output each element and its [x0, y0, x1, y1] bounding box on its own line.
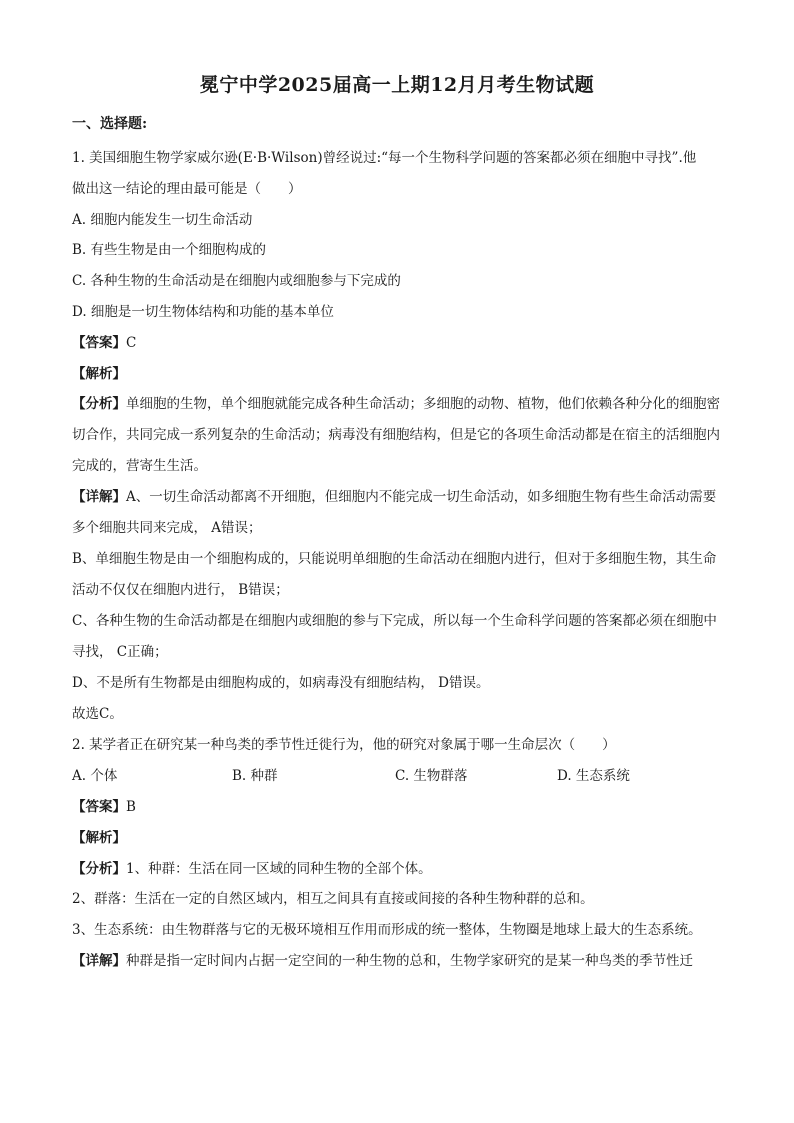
- exam-page: [72, 62, 722, 977]
- q1-option-a: A. 细胞内能发生一切生命活动: [72, 211, 253, 228]
- q1-stem-line-1: 1. 美国细胞生物学家威尔逊(E·B·Wilson)曾经说过:“每一个生物科学问题的答案都必须在细胞中寻找”.他: [72, 150, 697, 166]
- answer-tag: 【答案】: [72, 334, 126, 351]
- q1-answer: [72, 328, 722, 359]
- q2-option-d: D. 生态系统: [557, 767, 630, 784]
- q2-answer-value: B: [126, 798, 136, 815]
- q1-detail-a: 【详解】A、一切生命活动都离不开细胞，但细胞内不能完成一切生命活动，如多细胞生物有些生命活动需要多个细胞共同来完成， A错误；: [72, 489, 717, 537]
- q1-stem-line-2: 做出这一结论的理由最可能是（ ）: [72, 180, 302, 197]
- q1-analysis-tag: 【解析】: [72, 365, 126, 382]
- q2-option-a: A. 个体: [72, 767, 118, 784]
- q2-fenxi-2: 2、群落：生活在一定的自然区域内，相互之间具有直接或间接的各种生物种群的总和。: [72, 891, 594, 908]
- q2-fenxi-3: 3、生态系统：由生物群落与它的无极环境相互作用而形成的统一整体，生物圈是地球上最大的生态系统。: [72, 922, 702, 939]
- q2-answer: 【答案】B: [72, 798, 136, 815]
- question-2: [72, 730, 722, 977]
- q1-detail-c: C、各种生物的生命活动都是在细胞内或细胞的参与下完成，所以每一个生命科学问题的答案都必须在细胞中寻找， C正确；: [72, 613, 717, 661]
- section-heading: 一、选择题:: [72, 116, 148, 132]
- q2-option-b: B. 种群: [232, 767, 278, 784]
- q2-analysis-tag: 【解析】: [72, 829, 126, 846]
- q2-fenxi-1: 【分析】1、种群：生活在同一区域的同种生物的全部个体。: [72, 860, 432, 877]
- q2-options: [72, 761, 722, 792]
- q1-answer-value: C: [126, 334, 137, 351]
- q1-fenxi: 【分析】单细胞的生物，单个细胞就能完成各种生命活动；多细胞的动物、植物，他们依赖各种分化的细胞密切合作，共同完成一系列复杂的生命活动；病毒没有细胞结构，但是它的各项生命活动都是在宿主的活细胞内完成的，营寄生生活。: [72, 396, 720, 475]
- q1-conclusion: 故选C。: [72, 706, 123, 723]
- question-1: [72, 143, 722, 730]
- q1-detail-b: B、单细胞生物是由一个细胞构成的，只能说明单细胞的生命活动在细胞内进行，但对于多细胞生物，其生命活动不仅仅在细胞内进行， B错误；: [72, 551, 717, 599]
- q1-option-b: B. 有些生物是由一个细胞构成的: [72, 242, 267, 259]
- q1-option-c: C. 各种生物的生命活动是在细胞内或细胞参与下完成的: [72, 273, 401, 290]
- q1-detail-d: D、不是所有生物都是由细胞构成的，如病毒没有细胞结构， D错误。: [72, 675, 490, 692]
- page-title: 冕宁中学2025届高一上期12月月考生物试题: [199, 74, 595, 96]
- q2-detail: 【详解】种群是指一定时间内占据一定空间的一种生物的总和，生物学家研究的是某一种鸟类的季节性迁: [72, 953, 693, 970]
- q2-option-c: C. 生物群落: [395, 767, 468, 784]
- q2-stem: 2. 某学者正在研究某一种鸟类的季节性迁徙行为，他的研究对象属于哪一生命层次（ ）: [72, 737, 616, 754]
- q1-option-d: D. 细胞是一切生物体结构和功能的基本单位: [72, 303, 334, 320]
